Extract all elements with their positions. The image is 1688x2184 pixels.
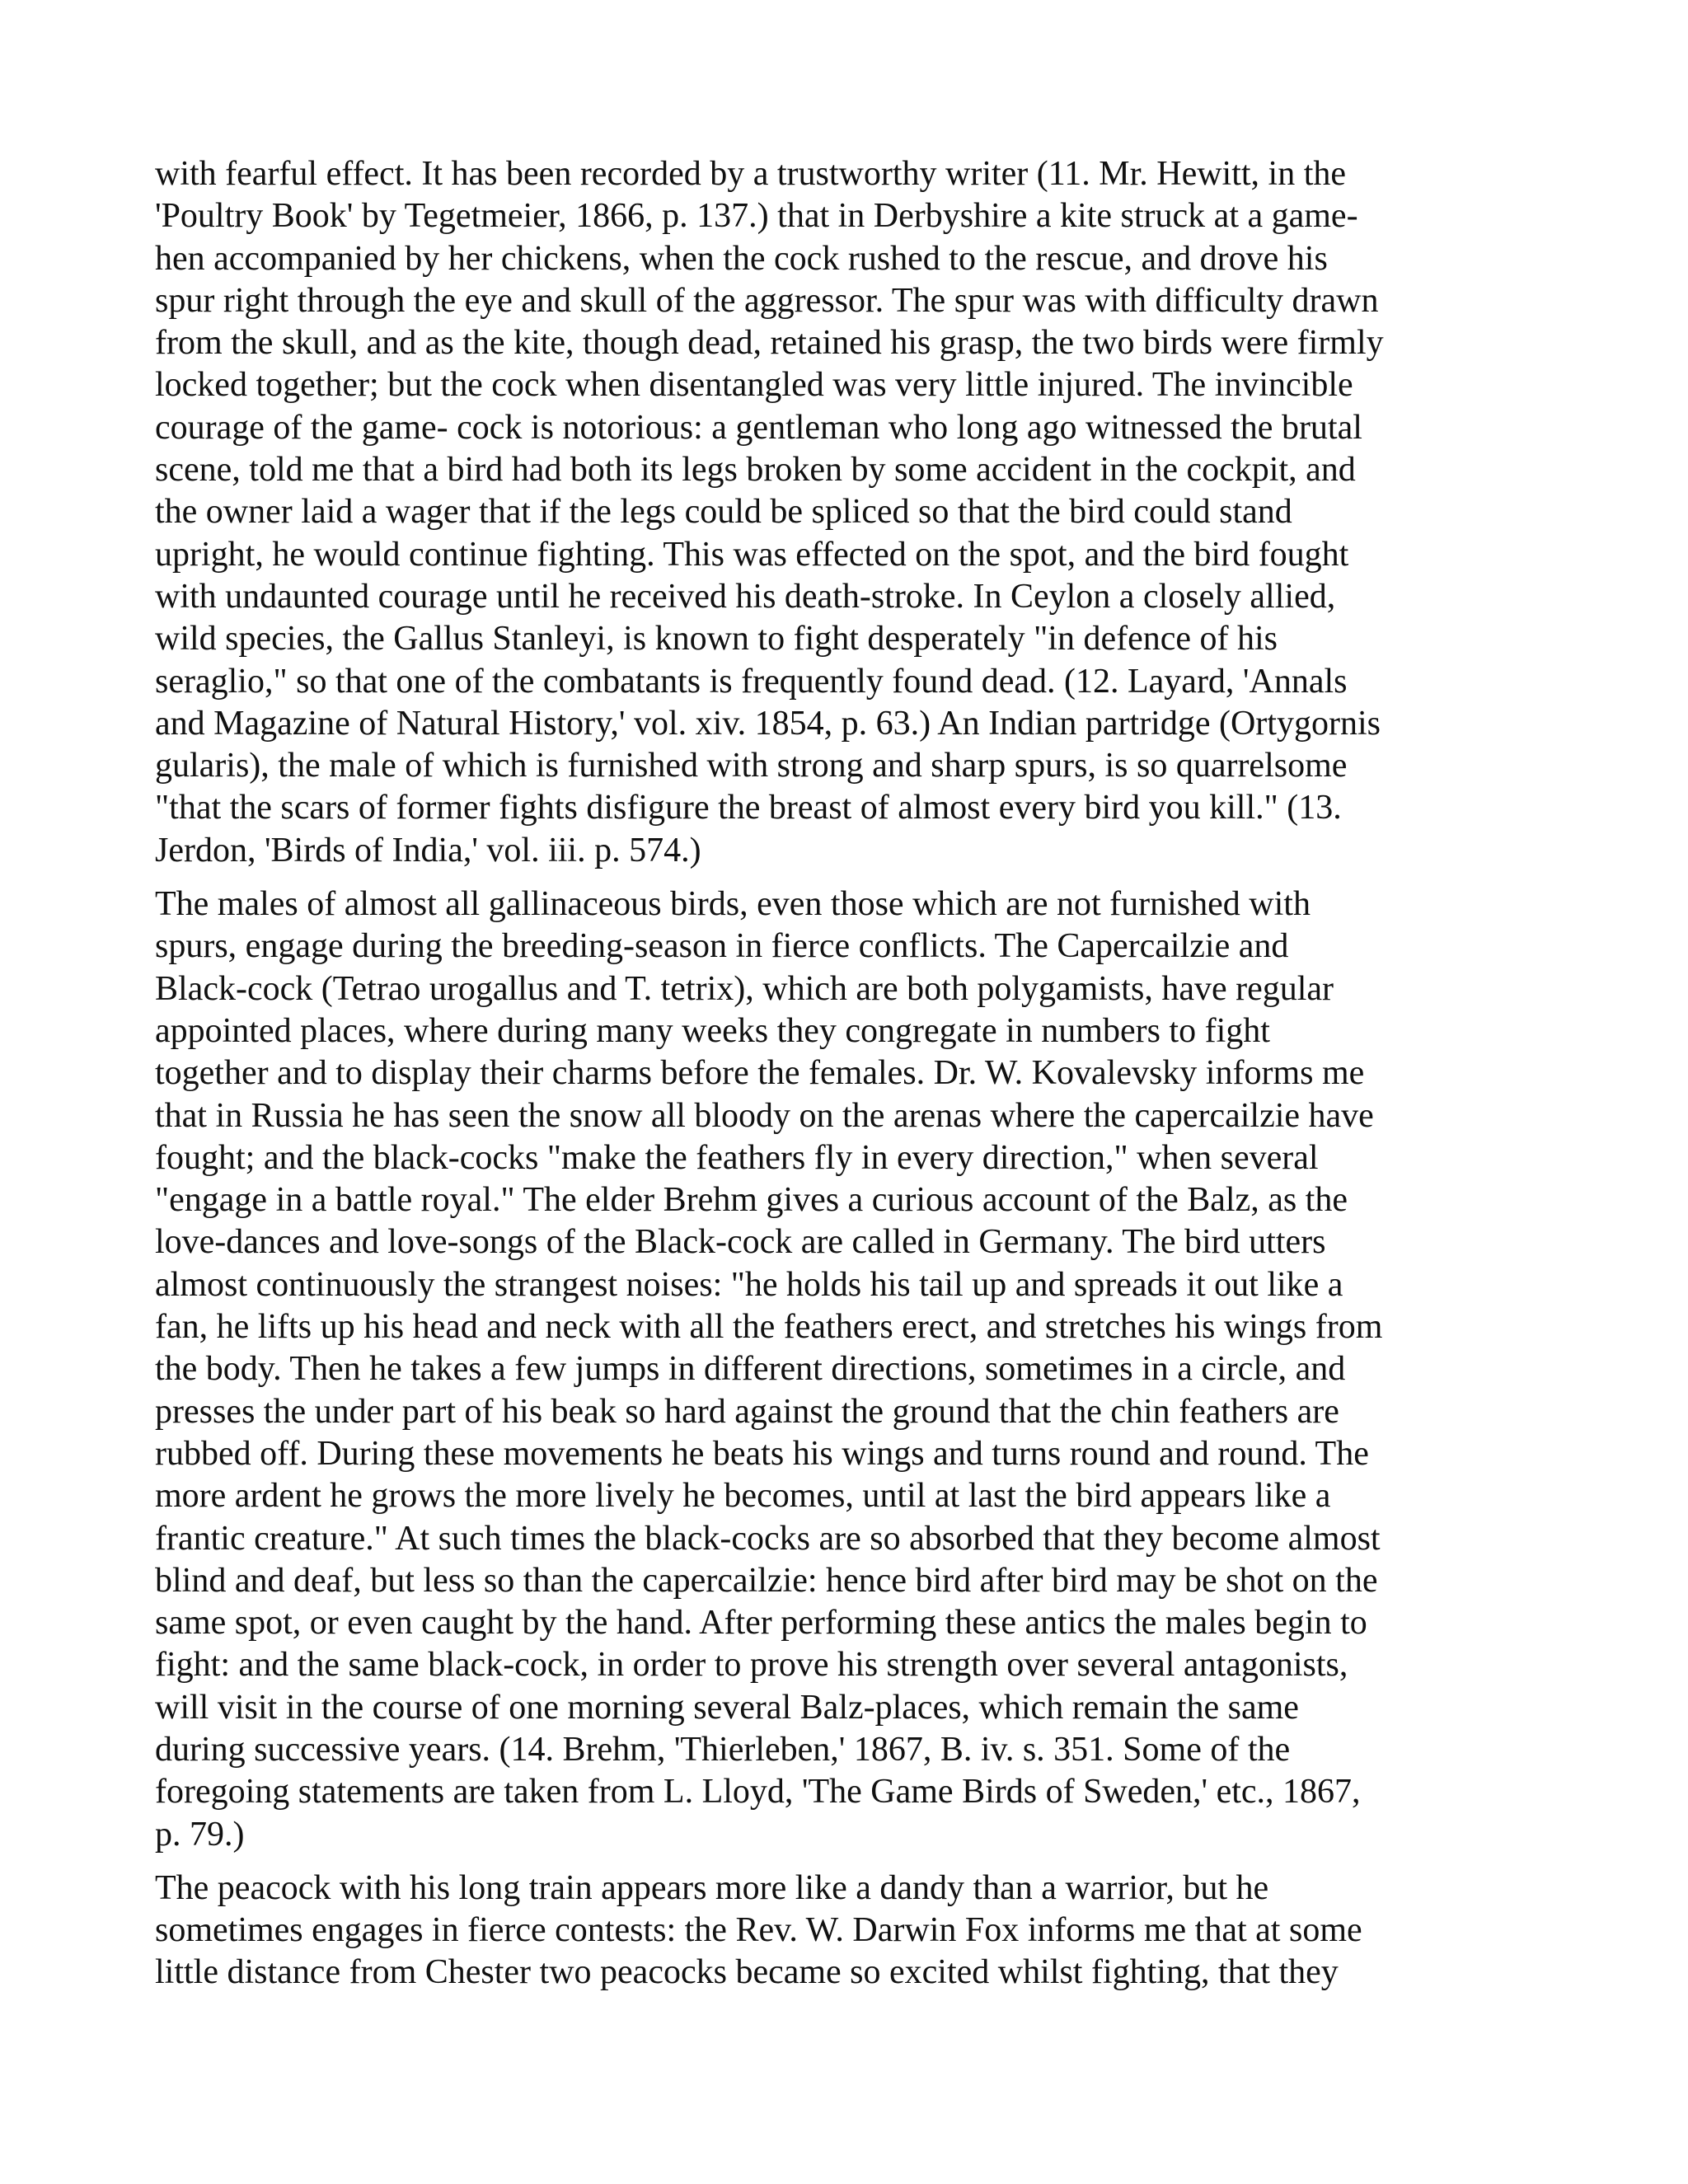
text-line: wild species, the Gallus Stanleyi, is known to fight desperately "in defence of his bbox=[155, 620, 1278, 658]
text-line: the body. Then he takes a few jumps in different directions, sometimes in a circle, and bbox=[155, 1350, 1346, 1389]
text-line: fan, he lifts up his head and neck with all the feathers erect, and stretches his wings from bbox=[155, 1308, 1383, 1347]
paragraph-gallinaceous-birds bbox=[155, 883, 1540, 1856]
text-line: seraglio," so that one of the combatants is frequently found dead. (12. Layard, 'Annals bbox=[155, 662, 1348, 701]
text-line: more ardent he grows the more lively he becomes, until at last the bird appears like a bbox=[155, 1477, 1331, 1516]
text-line: fought; and the black-cocks "make the feathers fly in every direction," when several bbox=[155, 1138, 1319, 1177]
text-line: love-dances and love-songs of the Black-cock are called in Germany. The bird utters bbox=[155, 1223, 1326, 1262]
text-line: during successive years. (14. Brehm, 'Thierleben,' 1867, B. iv. s. 351. Some of the bbox=[155, 1730, 1291, 1769]
text-line: foregoing statements are taken from L. Lloyd, 'The Game Birds of Sweden,' etc., 1867, bbox=[155, 1773, 1361, 1811]
text-line: appointed places, where during many weeks they congregate in numbers to fight bbox=[155, 1011, 1270, 1050]
text-line: gularis), the male of which is furnished with strong and sharp spurs, is so quarrelsome bbox=[155, 747, 1348, 785]
text-line: scene, told me that a bird had both its legs broken by some accident in the cockpit, and bbox=[155, 451, 1356, 490]
text-line: spur right through the eye and skull of the aggressor. The spur was with difficulty drawn bbox=[155, 281, 1379, 320]
text-line: courage of the game- cock is notorious: a gentleman who long ago witnessed the brutal bbox=[155, 408, 1362, 447]
paragraph-peacock bbox=[155, 1868, 1540, 1994]
text-line: that in Russia he has seen the snow all bloody on the arenas where the capercailzie have bbox=[155, 1096, 1374, 1135]
text-line: the owner laid a wager that if the legs could be spliced so that the bird could stand bbox=[155, 493, 1292, 532]
text-line: upright, he would continue fighting. This was effected on the spot, and the bird fought bbox=[155, 535, 1349, 574]
text-line: frantic creature." At such times the black-cocks are so absorbed that they become almost bbox=[155, 1519, 1381, 1558]
text-line: with undaunted courage until he received his death-stroke. In Ceylon a closely allied, bbox=[155, 577, 1336, 616]
text-line: Black-cock (Tetrao urogallus and T. tetrix), which are both polygamists, have regular bbox=[155, 969, 1334, 1008]
text-line: little distance from Chester two peacocks became so excited whilst fighting, that they bbox=[155, 1953, 1339, 1992]
text-line: spurs, engage during the breeding-season in fierce conflicts. The Capercailzie and bbox=[155, 927, 1289, 966]
text-line: "engage in a battle royal." The elder Brehm gives a curious account of the Balz, as the bbox=[155, 1181, 1348, 1220]
text-line: from the skull, and as the kite, though dead, retained his grasp, the two birds were firmly bbox=[155, 324, 1384, 363]
text-line: 'Poultry Book' by Tegetmeier, 1866, p. 137.) that in Derbyshire a kite struck at a game- bbox=[155, 197, 1358, 236]
document-page bbox=[155, 153, 1540, 1994]
text-line: hen accompanied by her chickens, when the cock rushed to the rescue, and drove his bbox=[155, 239, 1328, 278]
text-line: almost continuously the strangest noises: "he holds his tail up and spreads it out like a bbox=[155, 1265, 1343, 1304]
text-line: rubbed off. During these movements he beats his wings and turns round and round. The bbox=[155, 1434, 1369, 1473]
paragraph-game-cock bbox=[155, 153, 1540, 872]
text-line: presses the under part of his beak so hard against the ground that the chin feathers are bbox=[155, 1392, 1339, 1431]
text-line: locked together; but the cock when disentangled was very little injured. The invincible bbox=[155, 366, 1353, 405]
text-line: The males of almost all gallinaceous birds, even those which are not furnished with bbox=[155, 885, 1311, 924]
text-line: p. 79.) bbox=[155, 1815, 245, 1854]
text-line: The peacock with his long train appears more like a dandy than a warrior, but he bbox=[155, 1868, 1269, 1907]
text-line: sometimes engages in fierce contests: the Rev. W. Darwin Fox informs me that at some bbox=[155, 1911, 1362, 1950]
text-line: with fearful effect. It has been recorded by a trustworthy writer (11. Mr. Hewitt, in the bbox=[155, 155, 1347, 193]
text-line: same spot, or even caught by the hand. After performing these antics the males begin to bbox=[155, 1604, 1367, 1643]
text-line: fight: and the same black-cock, in order to prove his strength over several antagonists, bbox=[155, 1646, 1348, 1685]
text-line: and Magazine of Natural History,' vol. xiv. 1854, p. 63.) An Indian partridge (Ortygornis bbox=[155, 704, 1381, 743]
text-line: Jerdon, 'Birds of India,' vol. iii. p. 574.) bbox=[155, 831, 701, 869]
text-line: "that the scars of former fights disfigure the breast of almost every bird you kill." (13. bbox=[155, 789, 1342, 827]
text-line: together and to display their charms before the females. Dr. W. Kovalevsky informs me bbox=[155, 1054, 1365, 1093]
text-line: will visit in the course of one morning several Balz-places, which remain the same bbox=[155, 1688, 1299, 1727]
text-line: blind and deaf, but less so than the capercailzie: hence bird after bird may be shot on the bbox=[155, 1561, 1378, 1600]
